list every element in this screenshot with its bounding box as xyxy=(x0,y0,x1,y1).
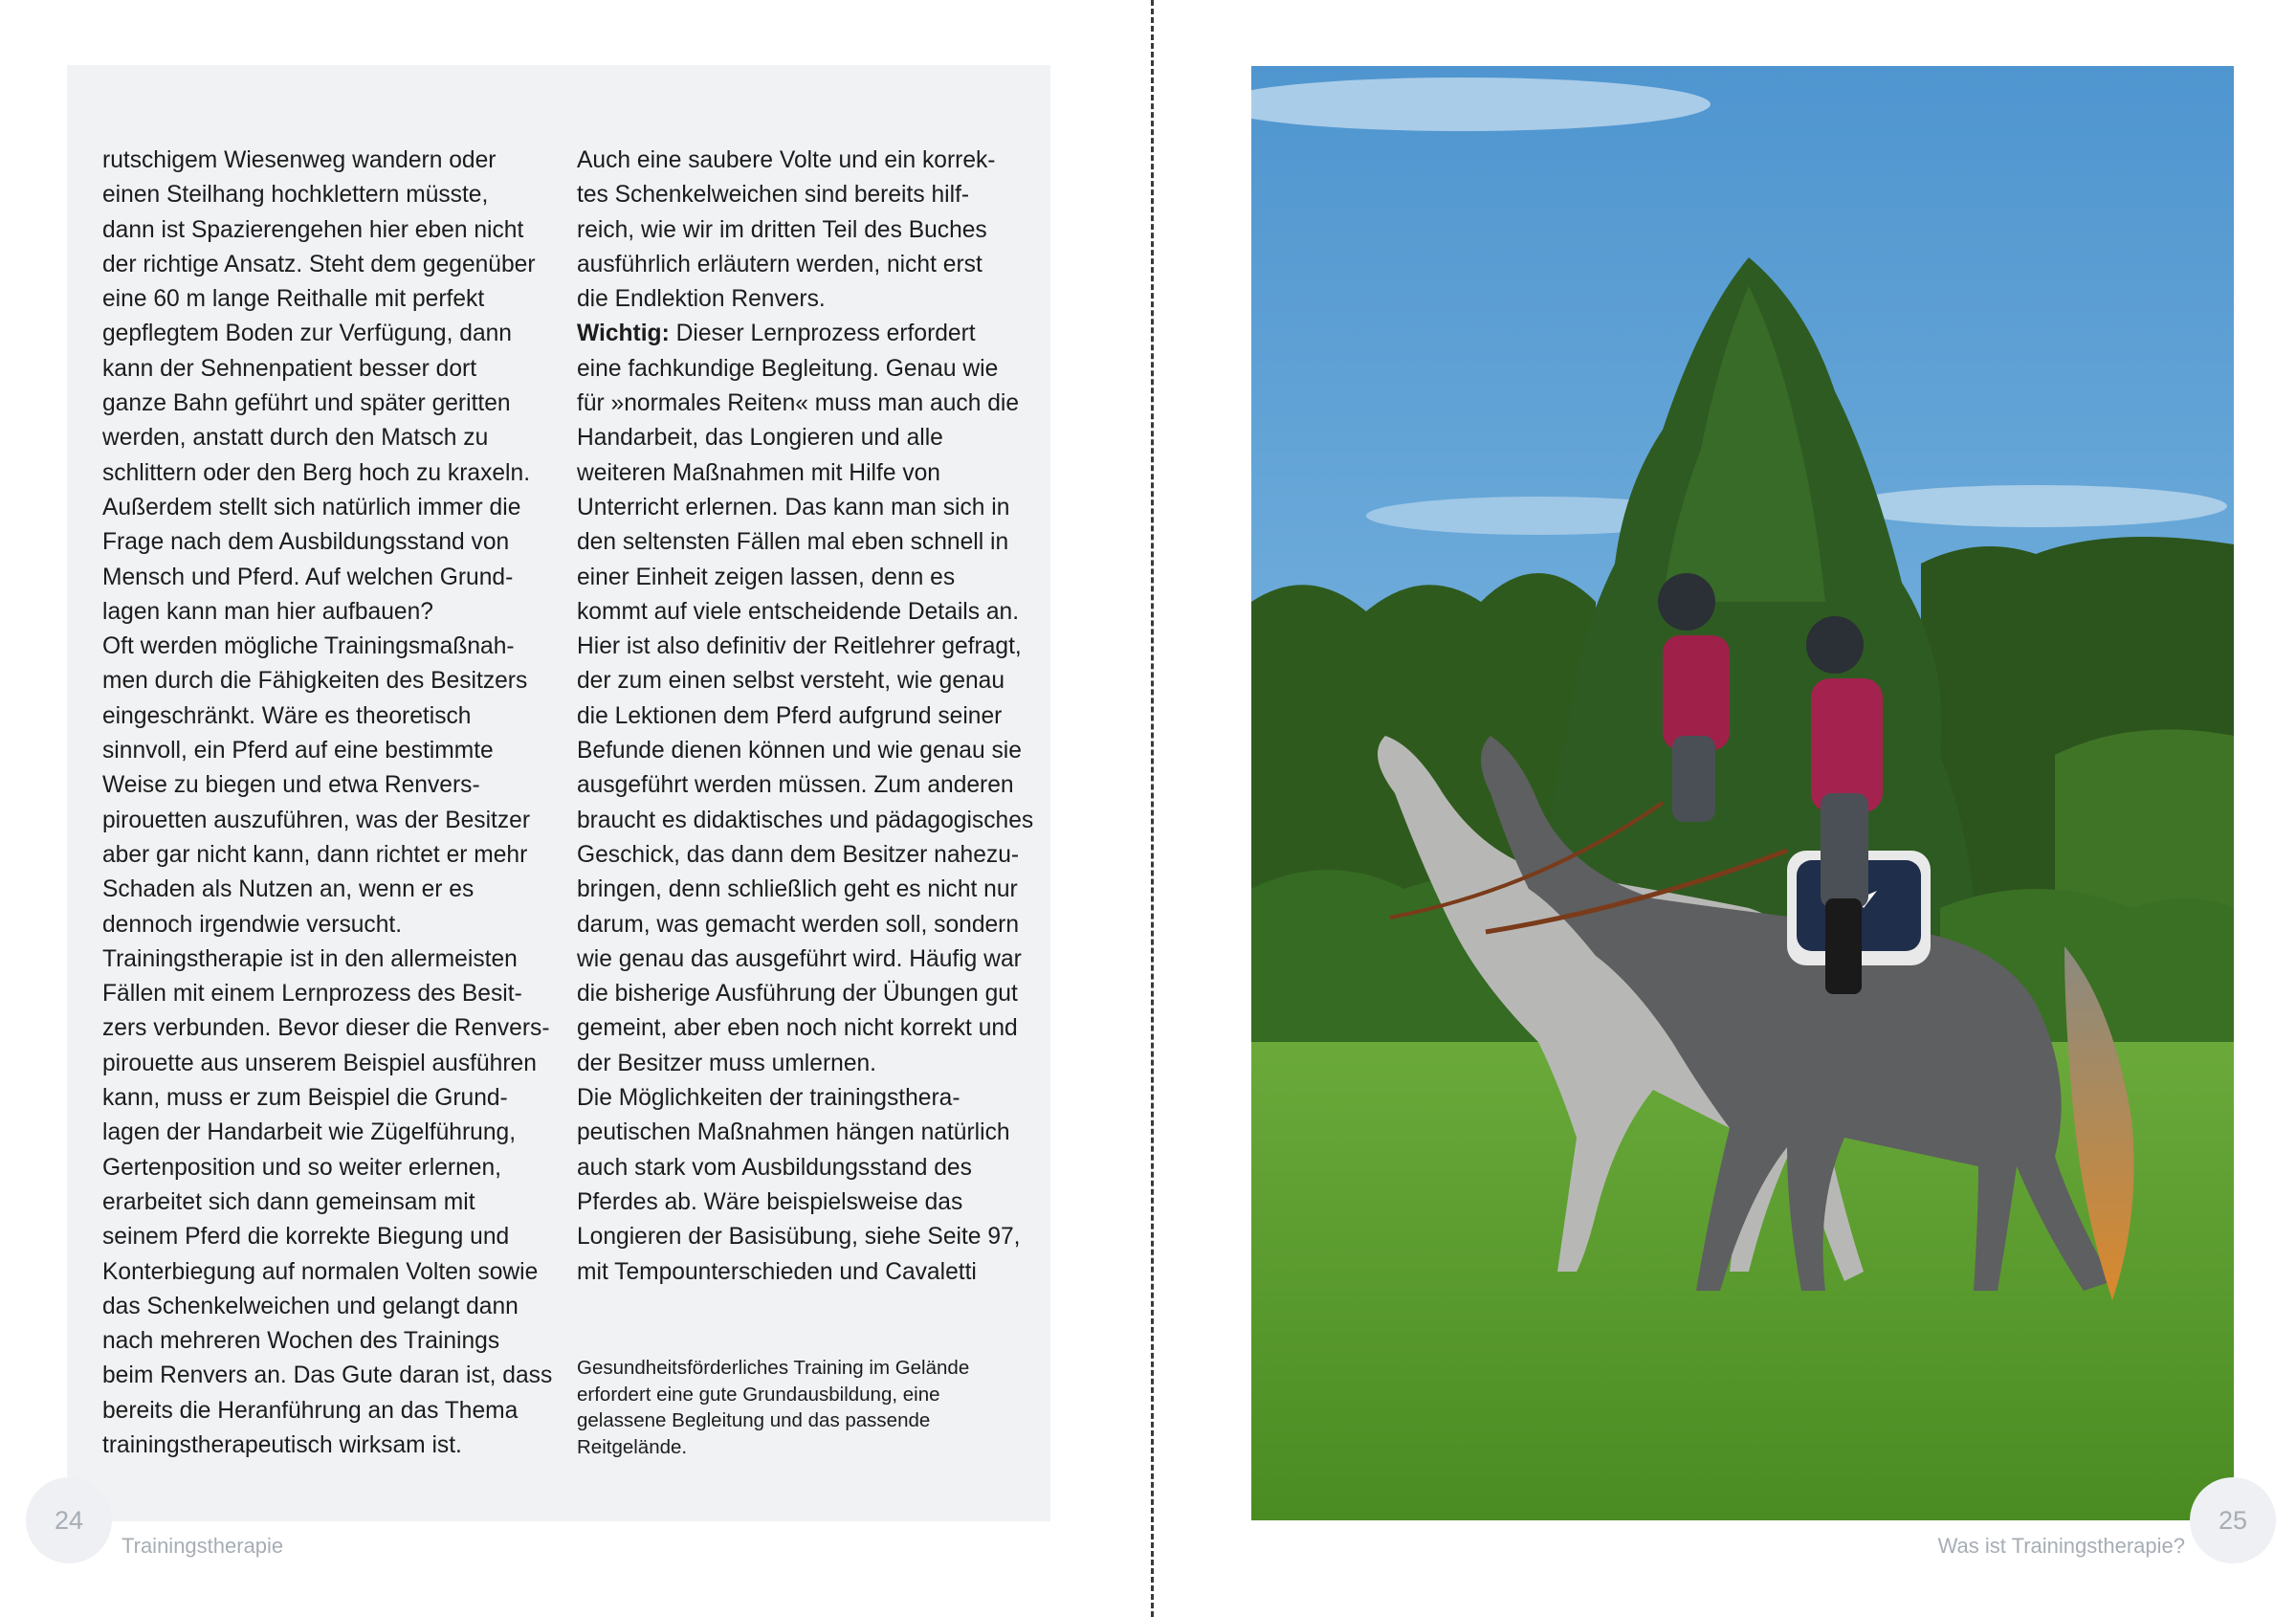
text-line: Geschick, das dann dem Besitzer nahezu- xyxy=(577,841,1020,868)
text-line: tes Schenkelweichen sind bereits hilf- xyxy=(577,182,970,209)
text-line: ausgeführt werden müssen. Zum anderen xyxy=(577,772,1014,799)
text-line: Fällen mit einem Lernprozess des Besit- xyxy=(102,981,522,1008)
page-number-left: 24 xyxy=(26,1477,112,1563)
text-column-right xyxy=(577,144,1034,1290)
text-line: lagen kann man hier aufbauen? xyxy=(102,598,433,625)
text-line: men durch die Fähigkeiten des Besitzers xyxy=(102,668,528,695)
text-line: erfordert eine gute Grundausbildung, eine xyxy=(577,1383,940,1406)
text-line: Auch eine saubere Volte und ein korrek- xyxy=(577,147,996,173)
text-line: der zum einen selbst versteht, wie genau xyxy=(577,668,1005,695)
text-line: Hier ist also definitiv der Reitlehrer gefragt, xyxy=(577,633,1022,660)
text-line: Außerdem stellt sich natürlich immer die xyxy=(102,494,521,521)
text-line: die Endlektion Renvers. xyxy=(577,286,826,313)
text-line: Gertenposition und so weiter erlernen, xyxy=(102,1154,501,1181)
text-line: Handarbeit, das Longieren und alle xyxy=(577,425,943,452)
important-label: Wichtig: xyxy=(577,321,670,347)
text-line: rutschigem Wiesenweg wandern oder xyxy=(102,147,497,173)
text-line: lagen der Handarbeit wie Zügelführung, xyxy=(102,1119,517,1146)
text-line: peutischen Maßnahmen hängen natürlich xyxy=(577,1119,1010,1146)
running-head-right: Was ist Trainingstherapie? xyxy=(1937,1534,2185,1558)
text-line: das Schenkelweichen und gelangt dann xyxy=(102,1293,519,1319)
text-line: Longieren der Basisübung, siehe Seite 97, xyxy=(577,1224,1021,1251)
text-line: auch stark vom Ausbildungsstand des xyxy=(577,1154,972,1181)
important-line-rest: Dieser Lernprozess erfordert xyxy=(669,321,976,347)
text-line: Konterbiegung auf normalen Volten sowie xyxy=(102,1258,539,1285)
text-line: Mensch und Pferd. Auf welchen Grund- xyxy=(102,564,514,590)
riders-photo-illustration xyxy=(1251,66,2234,1520)
text-line: Unterricht erlernen. Das kann man sich in xyxy=(577,494,1010,521)
text-line: einen Steilhang hochklettern müsste, xyxy=(102,182,489,209)
text-line: ausführlich erläutern werden, nicht erst xyxy=(577,251,982,277)
text-line: Pferdes ab. Wäre beispielsweise das xyxy=(577,1188,963,1215)
text-line: Gesundheitsförderliches Training im Gelände xyxy=(577,1357,970,1379)
text-line: reich, wie wir im dritten Teil des Buches xyxy=(577,216,987,243)
text-line: für »normales Reiten« muss man auch die xyxy=(577,390,1020,417)
text-line: trainingstherapeutisch wirksam ist. xyxy=(102,1431,462,1458)
text-line: gepflegtem Boden zur Verfügung, dann xyxy=(102,321,512,347)
text-line: zers verbunden. Bevor dieser die Renvers- xyxy=(102,1015,550,1042)
text-line: Reitgelände. xyxy=(577,1435,688,1458)
text-line: pirouetten auszuführen, was der Besitzer xyxy=(102,807,531,833)
text-line: Trainingstherapie ist in den allermeisten xyxy=(102,945,518,972)
text-line: einer Einheit zeigen lassen, denn es xyxy=(577,564,956,590)
text-column-right-body xyxy=(577,352,1034,1290)
text-line: dann ist Spazierengehen hier eben nicht xyxy=(102,216,524,243)
text-line: Die Möglichkeiten der trainingsthera- xyxy=(577,1085,960,1112)
text-line: gelassene Begleitung und das passende xyxy=(577,1409,931,1431)
page-number-right: 25 xyxy=(2190,1477,2276,1563)
text-line: eine 60 m lange Reithalle mit perfekt xyxy=(102,286,485,313)
text-line: der richtige Ansatz. Steht dem gegenüber xyxy=(102,251,536,277)
text-line: ganze Bahn geführt und später geritten xyxy=(102,390,511,417)
text-line: die bisherige Ausführung der Übungen gut xyxy=(577,981,1018,1008)
text-line: die Lektionen dem Pferd aufgrund seiner xyxy=(577,702,1003,729)
text-column-left xyxy=(102,144,557,1463)
riders-photo xyxy=(1251,66,2234,1520)
text-line: beim Renvers an. Das Gute daran ist, dass xyxy=(102,1362,553,1389)
text-line: bringen, denn schließlich geht es nicht nur xyxy=(577,876,1018,903)
text-line: bereits die Heranführung an das Thema xyxy=(102,1397,519,1424)
photo-caption xyxy=(577,1355,1027,1460)
text-column-right-intro xyxy=(577,144,1027,317)
text-line: erarbeitet sich dann gemeinsam mit xyxy=(102,1188,475,1215)
text-line: braucht es didaktisches und pädagogisches xyxy=(577,807,1034,833)
text-line: eine fachkundige Begleitung. Genau wie xyxy=(577,355,999,382)
text-line: Frage nach dem Ausbildungsstand von xyxy=(102,529,510,556)
text-line: Weise zu biegen und etwa Renvers- xyxy=(102,772,480,799)
text-line: wie genau das ausgeführt wird. Häufig war xyxy=(577,945,1022,972)
text-line: aber gar nicht kann, dann richtet er mehr xyxy=(102,841,528,868)
text-line: den seltensten Fällen mal eben schnell in xyxy=(577,529,1009,556)
text-line: gemeint, aber eben noch nicht korrekt und xyxy=(577,1015,1018,1042)
text-line: weiteren Maßnahmen mit Hilfe von xyxy=(577,459,940,486)
text-line: Befunde dienen können und wie genau sie xyxy=(577,738,1022,764)
important-line xyxy=(577,317,1027,351)
text-line: schlittern oder den Berg hoch zu kraxeln. xyxy=(102,459,531,486)
text-line: der Besitzer muss umlernen. xyxy=(577,1050,877,1076)
text-line: mit Tempounterschieden und Cavaletti xyxy=(577,1258,977,1285)
text-line: darum, was gemacht werden soll, sondern xyxy=(577,911,1020,938)
text-line: werden, anstatt durch den Matsch zu xyxy=(102,425,489,452)
text-line: nach mehreren Wochen des Trainings xyxy=(102,1328,500,1355)
text-line: Oft werden mögliche Trainingsmaßnah- xyxy=(102,633,515,660)
text-line: seinem Pferd die korrekte Biegung und xyxy=(102,1224,510,1251)
text-line: pirouette aus unserem Beispiel ausführen xyxy=(102,1050,537,1076)
text-line: eingeschränkt. Wäre es theoretisch xyxy=(102,702,472,729)
text-line: kann, muss er zum Beispiel die Grund- xyxy=(102,1085,508,1112)
page-gutter-divider xyxy=(1151,0,1154,1617)
text-line: Schaden als Nutzen an, wenn er es xyxy=(102,876,475,903)
text-line: kommt auf viele entscheidende Details an. xyxy=(577,598,1020,625)
text-line: sinnvoll, ein Pferd auf eine bestimmte xyxy=(102,738,494,764)
running-head-left: Trainingstherapie xyxy=(121,1534,284,1558)
text-line: kann der Sehnenpatient besser dort xyxy=(102,355,477,382)
text-line: dennoch irgendwie versucht. xyxy=(102,911,403,938)
